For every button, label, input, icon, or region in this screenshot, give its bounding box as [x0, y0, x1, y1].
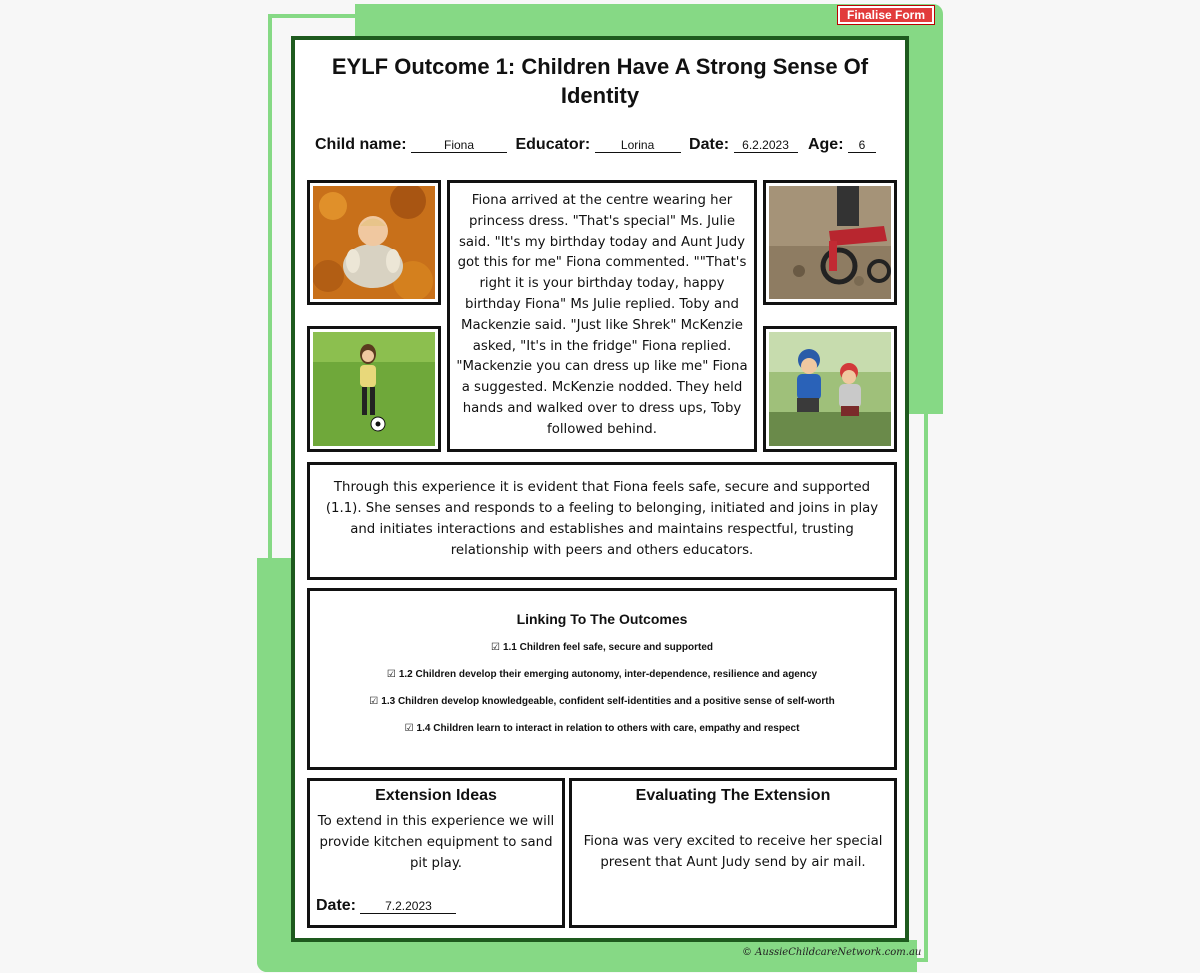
outcome-item — [310, 668, 894, 681]
extension-date — [316, 897, 456, 915]
outcome-label: 1.1 Children feel safe, secure and supported — [502, 642, 714, 653]
observation-story-box — [447, 180, 757, 452]
tricycle-image — [769, 186, 891, 299]
photo-toddler-leaves — [307, 180, 441, 305]
photo-girl-soccer — [307, 326, 441, 452]
evaluation-text: Fiona was very excited to receive her special present that Aunt Judy send by air mail. — [583, 834, 883, 870]
page-title: EYLF Outcome 1: Children Have A Strong Sense Of Identity — [331, 54, 869, 108]
decorative-outline — [268, 14, 358, 18]
outcomes-box — [307, 588, 897, 770]
observation-sheet — [291, 36, 909, 942]
outcome-label: 1.3 Children develop knowledgeable, confident self-identities and a positive sense of self-worth — [381, 696, 835, 707]
educator-field[interactable]: Lorina — [595, 138, 681, 153]
boys-playing-image — [769, 332, 891, 446]
extension-ideas-box — [307, 778, 565, 928]
outcome-item — [310, 695, 894, 708]
outcome-label: 1.4 Children learn to interact in relation to others with care, empathy and respect — [416, 723, 800, 734]
checkbox-checked-icon[interactable]: ☑ — [404, 723, 414, 734]
checkbox-checked-icon[interactable]: ☑ — [369, 696, 379, 707]
date-label: Date: — [689, 136, 730, 153]
outcome-item — [310, 641, 894, 654]
decorative-outline — [300, 958, 928, 962]
age-label: Age: — [807, 136, 844, 153]
finalise-form-button[interactable]: Finalise Form — [838, 6, 934, 24]
girl-soccer-image — [313, 332, 435, 446]
reflection-text: Through this experience it is evident that Fiona feels safe, secure and supported (1.1). She senses and responds to a feeling to belonging, initiated and joins in play and initiates interactions and establishes and maintains respectful, trusting relationship with peers and others educators. — [325, 480, 879, 558]
photo-tricycle — [763, 180, 897, 305]
checkbox-checked-icon[interactable]: ☑ — [490, 642, 500, 653]
reflection-box — [307, 462, 897, 580]
info-row — [315, 136, 895, 158]
checkbox-checked-icon[interactable]: ☑ — [386, 669, 396, 680]
date-field[interactable]: 6.2.2023 — [734, 138, 798, 153]
outcome-item — [310, 722, 894, 735]
evaluation-title: Evaluating The Extension — [635, 787, 831, 804]
evaluation-box — [569, 778, 897, 928]
extension-text: To extend in this experience we will provide kitchen equipment to sand pit play. — [317, 814, 555, 871]
child-name-label: Child name: — [315, 136, 407, 153]
toddler-leaves-image — [313, 186, 435, 299]
child-name-field[interactable]: Fiona — [411, 138, 507, 153]
extension-date-field[interactable]: 7.2.2023 — [360, 899, 456, 914]
page-margin — [0, 0, 255, 973]
extension-date-label: Date: — [316, 897, 357, 914]
decorative-outline — [268, 14, 286, 558]
photo-boys-playing — [763, 326, 897, 452]
outcomes-title: Linking To The Outcomes — [516, 611, 688, 627]
age-field[interactable]: 6 — [848, 138, 876, 153]
outcome-label: 1.2 Children develop their emerging autonomy, inter-dependence, resilience and agency — [398, 669, 818, 680]
educator-label: Educator: — [515, 136, 591, 153]
observation-story-text: Fiona arrived at the centre wearing her princess dress. "That's special" Ms. Julie said. "It's my birthday today and Aunt Judy got this for me" Fiona commented. ""That's right it is your birthday today, happy birthday Fiona" Ms Julie replied. Toby and Mackenzie said. "Just like Shrek" McKenzie asked, "It's in the fridge" Fiona replied. "Mackenzie you can dress up like me" Fiona a suggested. McKenzie nodded. They held hands and walked over to dress ups, Toby followed behind. — [456, 193, 748, 437]
extension-title: Extension Ideas — [375, 787, 497, 804]
decorative-outline — [910, 414, 928, 962]
copyright-text: © AussieChildcareNetwork.com.au — [742, 947, 922, 958]
